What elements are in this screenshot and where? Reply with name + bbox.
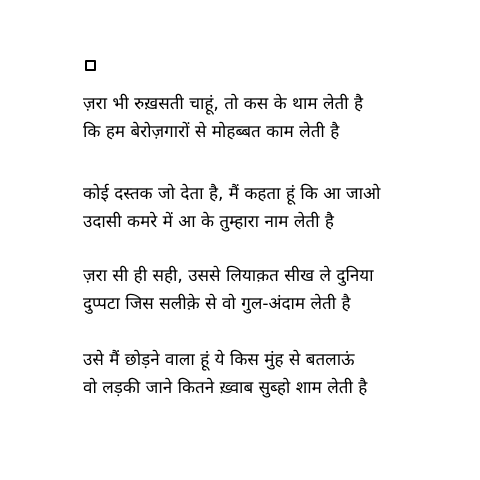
stanza-3: [83, 262, 443, 318]
stanza-4-line-2: वो लड़की जाने कितने ख़्वाब सुब्हो शाम लेती है: [83, 378, 368, 398]
stanza-4: [83, 346, 443, 402]
stanza-2-line-2: उदासी कमरे में आ के तुम्हारा नाम लेती है: [83, 212, 334, 232]
stanza-2: [83, 180, 443, 236]
stanza-1-line-1: ज़रा भी रुख़सती चाहूं, तो कस के थाम लेती है: [83, 94, 364, 114]
stanza-3-line-1: ज़रा सी ही सही, उससे लियाक़त सीख ले दुनिया: [83, 266, 374, 286]
checkbox-icon: [85, 60, 96, 71]
stanza-3-line-2: दुप्पटा जिस सलीक़े से वो गुल-अंदाम लेती है: [83, 294, 351, 314]
stanza-1: [83, 90, 443, 146]
stanza-2-line-1: कोई दस्तक जो देता है, मैं कहता हूं कि आ जाओ: [83, 184, 381, 204]
stanza-1-line-2: कि हम बेरोज़गारों से मोहब्बत काम लेती है: [83, 122, 340, 142]
stanza-4-line-1: उसे मैं छोड़ने वाला हूं ये किस मुंह से बतलाऊं: [83, 350, 355, 370]
